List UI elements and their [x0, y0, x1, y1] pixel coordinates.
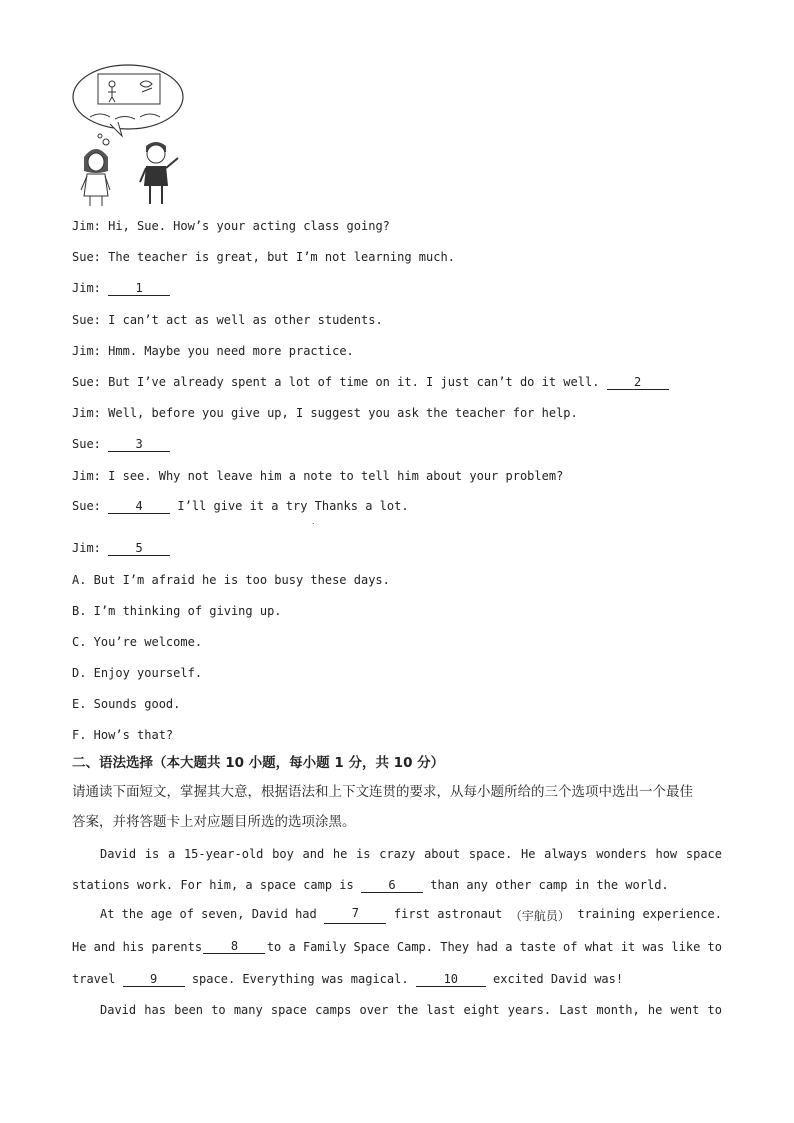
dialogue-line-1: Jim: Hi, Sue. How’s your acting class going? — [72, 219, 390, 233]
dialogue-line-11: Jim: 5 — [72, 541, 170, 556]
dialogue-line-9: Jim: I see. Why not leave him a note to tell him about your problem? — [72, 469, 564, 483]
option-a: A. But I’m afraid he is too busy these days. — [72, 573, 390, 587]
option-d: D. Enjoy yourself. — [72, 666, 203, 680]
dialogue-line-6: Sue: But I’ve already spent a lot of time on it. I just can’t do it well. 2 — [72, 375, 669, 390]
passage-line: stations work. For him, a space camp is 6 than any other camp in the world. — [72, 878, 669, 892]
passage-line: David is a 15-year-old boy and he is crazy about space. He always wonders how space — [100, 847, 722, 861]
instruction-line-1: 请通读下面短文，掌握其大意，根据语法和上下文连贯的要求，从每小题所给的三个选项中选出一个最佳 — [72, 784, 693, 800]
dialogue-line-5: Jim: Hmm. Maybe you need more practice. — [72, 344, 354, 358]
thought-bubble — [73, 65, 183, 129]
dialogue-line-2: Sue: The teacher is great, but I’m not learning much. — [72, 250, 455, 264]
answer-blank[interactable]: 6 — [361, 879, 423, 893]
answer-blank[interactable]: 10 — [416, 973, 486, 987]
dialogue-illustration — [70, 62, 188, 207]
girl-figure — [81, 149, 110, 206]
dialogue-line-4: Sue: I can’t act as well as other students. — [72, 313, 383, 327]
answer-blank[interactable]: 2 — [607, 376, 669, 390]
answer-blank[interactable]: 8 — [203, 940, 265, 954]
answer-blank[interactable]: 3 — [108, 438, 170, 452]
stray-dot: . — [312, 517, 315, 526]
instruction-line-2: 答案，并将答题卡上对应题目所选的选项涂黑。 — [72, 814, 356, 830]
option-b: B. I’m thinking of giving up. — [72, 604, 282, 618]
option-e: E. Sounds good. — [72, 697, 181, 711]
answer-blank[interactable]: 5 — [108, 542, 170, 556]
dialogue-line-10: Sue: 4 I’ll give it a try Thanks a lot. — [72, 499, 409, 513]
dialogue-line-7: Jim: Well, before you give up, I suggest you ask the teacher for help. — [72, 406, 578, 420]
answer-blank[interactable]: 7 — [324, 907, 386, 924]
boy-figure — [140, 142, 178, 204]
passage-line: David has been to many space camps over the last eight years. Last month, he went to — [100, 1003, 722, 1017]
passage-line: travel 9 space. Everything was magical. 10 excited David was! — [72, 972, 624, 986]
passage-line: He and his parents 8 to a Family Space Camp. They had a taste of what it was like to — [72, 939, 722, 954]
passage-line: At the age of seven, David had 7 first astronaut （宇航员） training experience. — [100, 906, 722, 923]
section-heading: 二、语法选择（本大题共 10 小题，每小题 1 分，共 10 分） — [72, 755, 445, 771]
answer-blank[interactable]: 1 — [108, 282, 170, 296]
option-f: F. How’s that? — [72, 728, 174, 742]
dialogue-line-3: Jim: 1 — [72, 281, 170, 296]
answer-blank[interactable]: 4 — [108, 500, 170, 514]
answer-blank[interactable]: 9 — [123, 973, 185, 987]
option-c: C. You’re welcome. — [72, 635, 203, 649]
dialogue-line-8: Sue: 3 — [72, 437, 170, 452]
